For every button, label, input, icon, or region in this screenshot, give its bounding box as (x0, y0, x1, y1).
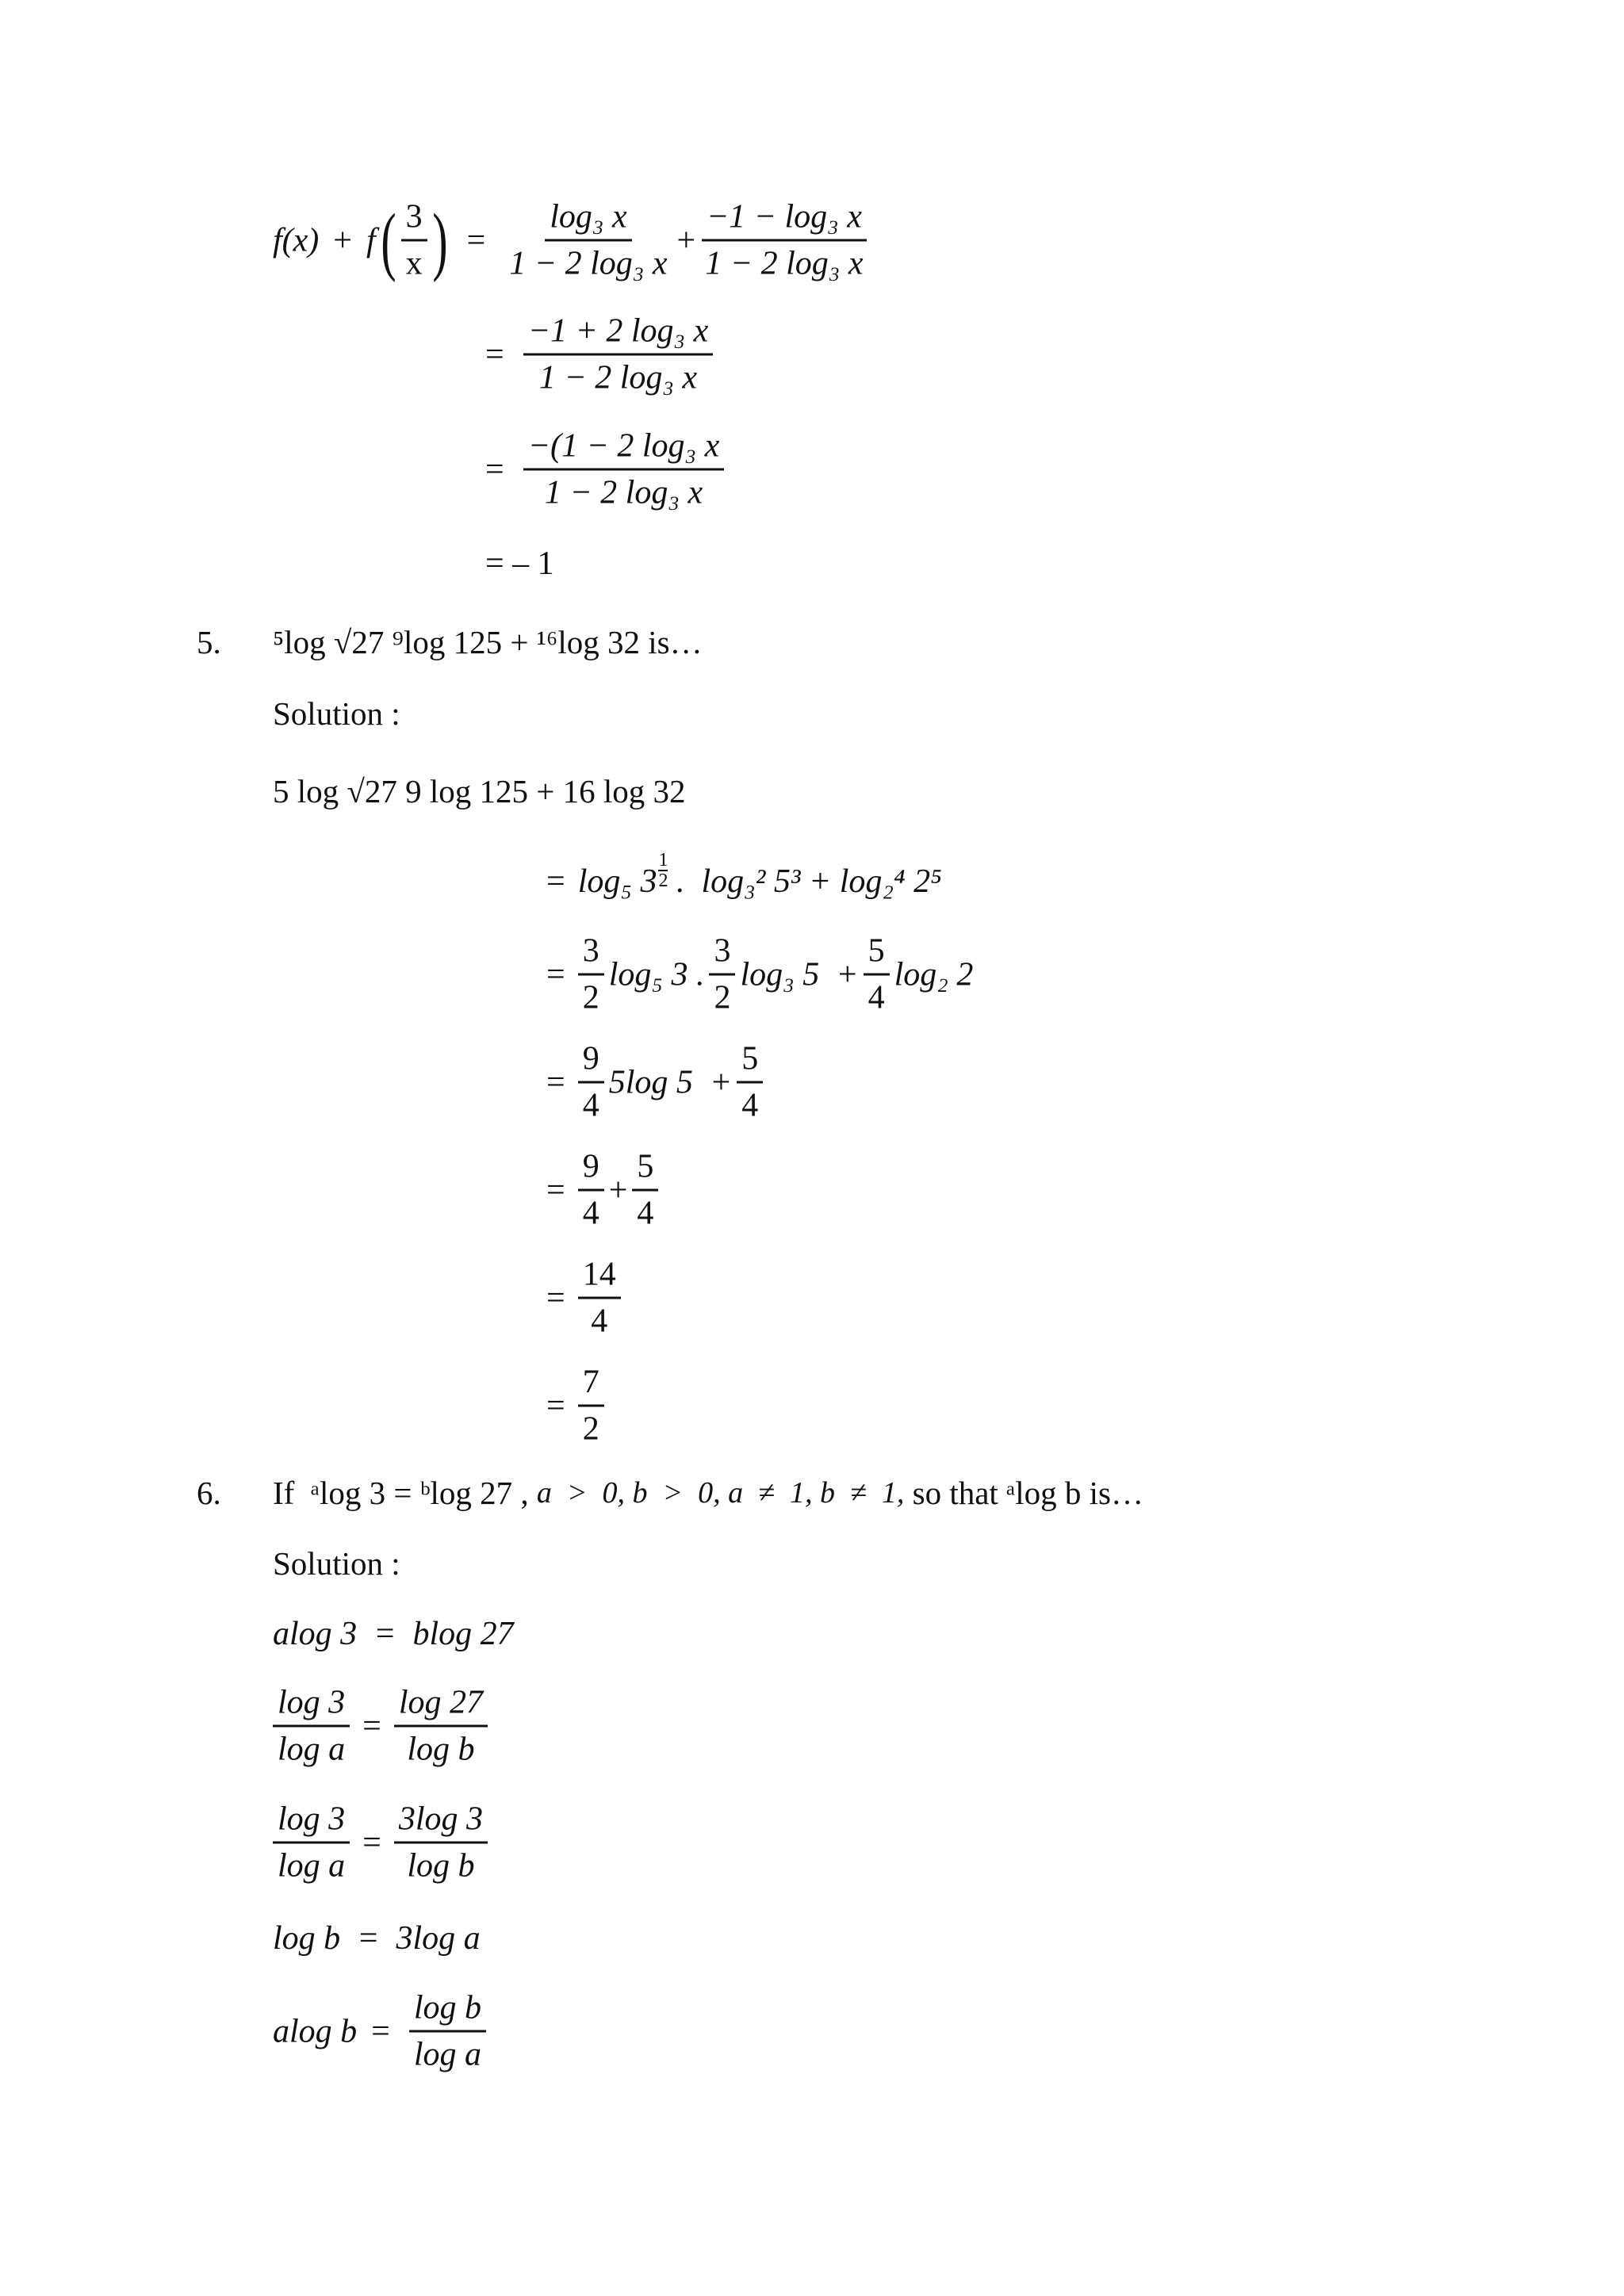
numerator: log 3 (273, 1681, 350, 1728)
denominator: log b (407, 1731, 475, 1768)
numerator: log₃ x (545, 195, 631, 242)
numerator: 3 (709, 929, 735, 976)
equals-sign: = (466, 222, 486, 258)
paren-fraction: ( $\frac{3}{x}$ ) (376, 195, 453, 286)
fraction-1 (504, 195, 672, 286)
equals-sign: = (546, 1280, 565, 1316)
question-6-text (273, 1474, 1143, 1512)
term: log₃ 5 + (740, 956, 859, 993)
denominator: 2 (714, 979, 731, 1016)
equals-sign: = (546, 1064, 565, 1100)
numerator: 9 (578, 1145, 604, 1192)
denominator: 1 − 2 log₃ x (538, 359, 698, 396)
fx-term: f(x) (273, 222, 320, 258)
q6-line-4: log b = 3log a (273, 1920, 481, 1957)
fraction (578, 929, 604, 1020)
numerator: log 27 (394, 1681, 488, 1728)
q6-line-5 (273, 1986, 491, 2077)
numerator: −(1 − 2 log₃ x (523, 424, 725, 471)
fraction (578, 1253, 621, 1344)
term: log₂ 2 (894, 956, 974, 993)
question-5-text: ⁵log √27 ⁹log 125 + ¹⁶log 32 is… (273, 624, 703, 660)
equation-result: = – 1 (485, 545, 554, 582)
numerator: 3log 3 (394, 1797, 488, 1844)
numerator: 14 (578, 1253, 621, 1299)
equals-sign: = (546, 956, 565, 993)
plus-sign: + (333, 222, 352, 258)
question-suffix: so that ᵃlog b is… (904, 1475, 1144, 1511)
numerator: log b (409, 1986, 486, 2033)
fraction-2 (700, 195, 868, 286)
restated-expression: 5 log √27 9 log 125 + 16 log 32 (273, 773, 686, 809)
fraction (409, 1986, 486, 2077)
term: 5log 5 + (608, 1064, 733, 1100)
denominator: log a (278, 1847, 346, 1885)
fraction (273, 1681, 350, 1772)
equation-fx-sum (273, 195, 873, 286)
numerator: 9 (578, 1037, 604, 1084)
denominator: log a (278, 1731, 346, 1768)
numerator: 1 (658, 850, 668, 871)
equals-sign: = (485, 336, 504, 373)
denominator: 2 (658, 871, 668, 891)
fraction (523, 309, 714, 400)
denominator: 1 − 2 log₃ x (509, 245, 668, 282)
q5-step-5 (546, 1253, 626, 1344)
fraction (737, 1037, 763, 1128)
solution-label: Solution : (273, 695, 400, 732)
question-conditions: a > 0, b > 0, a ≠ 1, b ≠ 1, (536, 1476, 905, 1510)
plus-sign: + (676, 222, 696, 258)
equation-step-3 (485, 424, 729, 515)
equals-sign: = (362, 1824, 381, 1861)
fraction (394, 1681, 488, 1772)
denominator: 4 (582, 1195, 599, 1232)
denominator: 4 (868, 979, 885, 1016)
fraction (273, 1797, 350, 1888)
term: . log₃² 5³ + log₂⁴ 2⁵ (668, 863, 942, 900)
denominator: 4 (741, 1087, 759, 1124)
question-number-6: 6. (197, 1475, 221, 1511)
denominator: 4 (637, 1195, 654, 1232)
equals-sign: = (362, 1708, 381, 1744)
q6-line-1: alog 3 = blog 27 (273, 1616, 514, 1652)
f-term: f (366, 222, 376, 258)
term: log₅ 3 . (608, 956, 705, 993)
numerator: 5 (864, 929, 890, 976)
fraction (394, 1797, 488, 1888)
equals-sign: = (546, 1172, 565, 1208)
q5-step-2 (546, 929, 973, 1020)
inner-denominator: x (405, 245, 423, 282)
fraction (632, 1145, 658, 1236)
numerator: log 3 (273, 1797, 350, 1844)
numerator: 3 (578, 929, 604, 976)
fraction (578, 1037, 604, 1128)
numerator: −1 + 2 log₃ x (523, 309, 714, 356)
term: log₅ 3 (577, 863, 657, 900)
equals-sign: = (546, 863, 565, 900)
question-prefix: If ᵃlog 3 = ᵇlog 27 , (273, 1475, 537, 1511)
fraction (709, 929, 735, 1020)
q5-step-4 (546, 1145, 663, 1236)
numerator: 7 (578, 1360, 604, 1407)
numerator: 5 (632, 1145, 658, 1192)
numerator: −1 − log₃ x (702, 195, 867, 242)
denominator: 2 (582, 1410, 599, 1448)
denominator: log a (413, 2036, 482, 2073)
inner-numerator: 3 (401, 195, 427, 242)
denominator: 4 (582, 1087, 599, 1124)
equals-sign: = (485, 451, 504, 488)
q6-line-3 (268, 1797, 492, 1888)
fraction (578, 1360, 604, 1452)
equation-step-2 (485, 309, 718, 400)
q5-step-6 (546, 1360, 609, 1452)
denominator: 4 (591, 1303, 608, 1340)
denominator: log b (407, 1847, 475, 1885)
fraction (864, 929, 890, 1020)
equals-sign: = (546, 1387, 565, 1424)
fraction (523, 424, 725, 515)
lhs: alog b (273, 2013, 358, 2049)
denominator: 1 − 2 log₃ x (705, 245, 864, 282)
plus-sign: + (608, 1172, 628, 1208)
q5-step-1 (546, 850, 942, 901)
numerator: 5 (737, 1037, 763, 1084)
question-number-5: 5. (197, 624, 221, 660)
denominator: 1 − 2 log₃ x (544, 474, 703, 511)
denominator: 2 (582, 979, 599, 1016)
fraction (578, 1145, 604, 1236)
q6-line-2 (268, 1681, 492, 1772)
exponent-fraction (658, 851, 668, 890)
solution-label: Solution : (273, 1545, 400, 1582)
q5-step-3 (546, 1037, 768, 1128)
equals-sign: = (371, 2013, 390, 2049)
